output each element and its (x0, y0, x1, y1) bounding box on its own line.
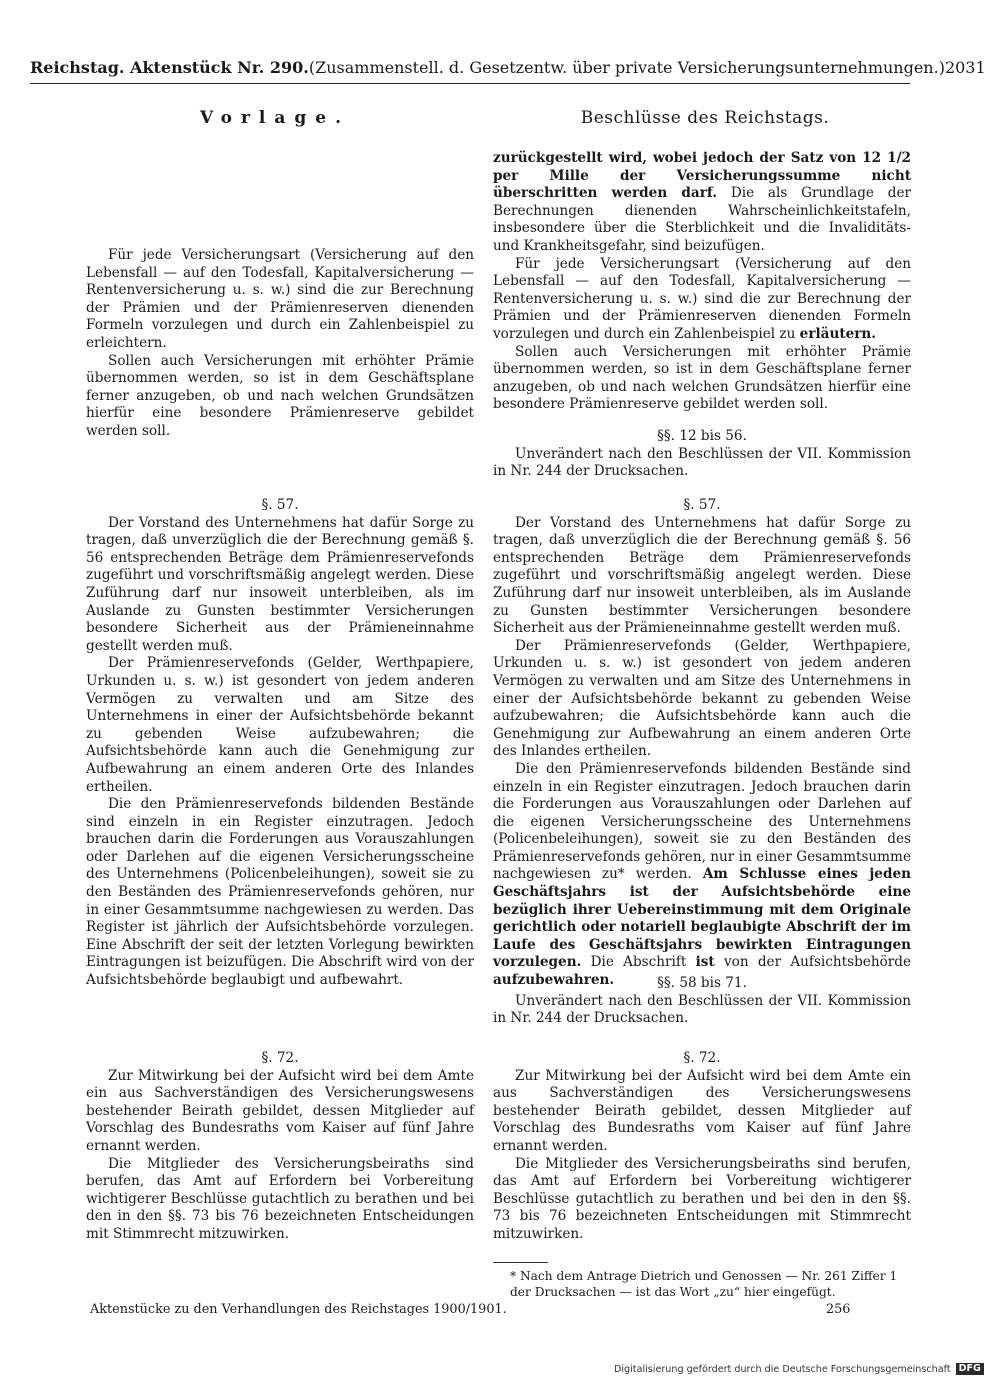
right-sec12-text: Unverändert nach den Beschlüssen der VII. Kommission in Nr. 244 der Drucksachen. (493, 445, 911, 480)
right-intro (493, 150, 911, 414)
right-s57-p3-c: Die Abschrift (590, 954, 687, 971)
right-s57-p3-e: von der Aufsichtsbehörde (723, 954, 912, 971)
right-column-heading: Beschlüsse des Reichstags. (580, 108, 830, 128)
right-s57-p3-d: ist (695, 954, 715, 971)
right-sec-57 (493, 497, 911, 990)
right-sec-72 (493, 1050, 911, 1244)
left-column-heading: Vorlage. (199, 108, 351, 128)
left-s72-p1: Zur Mitwirkung bei der Aufsicht wird bei dem Amte ein aus Sachverständigen des Versicherungswesens bestehender Beirath gebildet, dessen Mitglieder auf Vorschlag des Bundesraths vom Kaiser auf fünf Jahre ernannt werden. (86, 1067, 474, 1154)
right-s57-p3: Die den Prämienreservefonds bildenden Bestände sind einzeln in ein Register einzutragen. Jedoch brauchen darin die Forderungen aus Vorauszahlungen oder Darlehen auf die eigenen Versicherungsscheine des Unternehmens (Policenbeleihungen), soweit sie zu den Beständen des Prämienreservefonds gehören, nur in einer Gesammtsumme nachgewiesen zu* werden. (493, 760, 911, 883)
right-p1-emph: erläutern. (799, 325, 877, 342)
header-left: Reichstag. Aktenstück Nr. 290. (30, 58, 309, 77)
left-sec-72 (86, 1050, 474, 1244)
footnote-rule (493, 1262, 548, 1263)
right-sec57-heading: §. 57. (683, 497, 721, 513)
dfg-credit-text: Digitalisierung gefördert durch die Deutsche Forschungsgemeinschaft (614, 1363, 951, 1375)
right-sec-12-56 (493, 428, 911, 481)
left-p1: Für jede Versicherungsart (Versicherung auf den Lebensfall — auf den Todesfall, Kapitalversicherung — Rentenversicherung u. s. w.) sind die zur Berechnung der Prämien und der Prämienreserven dienenden Formeln vorzulegen und durch ein Zahlenbeispiel zu erleichtern. (86, 247, 474, 351)
right-sec12-heading: §§. 12 bis 56. (657, 428, 747, 444)
right-s57-p2: Der Prämienreservefonds (Gelder, Werthpapiere, Urkunden u. s. w.) ist gesondert von jedem anderen Vermögen zu verwalten und am Sitze des Unternehmens in einer der Aufsichtsbehörde bekannt zu gebenden Weise aufzubewahren; die Aufsichtsbehörde kann auch die Genehmigung zur Aufbewahrung an einem anderen Orte des Inlandes ertheilen. (493, 637, 911, 760)
bottom-page-number: 256 (826, 1302, 851, 1317)
dfg-credit (614, 1363, 984, 1375)
right-sec72-heading: §. 72. (683, 1050, 721, 1066)
footnote: * Nach dem Antrage Dietrich und Genossen — Nr. 261 Ziffer 1 der Drucksachen — ist das Wort „zu“ hier eingefügt. (510, 1269, 898, 1299)
left-sec-57 (86, 497, 474, 990)
left-s57-p3: Die den Prämienreservefonds bildenden Bestände sind einzeln in ein Register einzutragen. Jedoch brauchen darin die Forderungen aus Vorauszahlungen oder Darlehen auf die eigenen Versicherungsscheine des Unternehmens (Policenbeleihungen), soweit sie zu den Beständen des Prämienreservefonds gehören, nur in einer Gesammtsumme nachgewiesen zu werden. Das Register ist jährlich der Aufsichtsbehörde vorzulegen. Eine Abschrift der seit der letzten Vorlegung bewirkten Eintragungen ist beizufügen. Die Abschrift wird von der Aufsichtsbehörde beglaubigt und aufbewahrt. (86, 796, 474, 989)
right-sec58-text: Unverändert nach den Beschlüssen der VII. Kommission in Nr. 244 der Drucksachen. (493, 992, 911, 1027)
right-p2: Sollen auch Versicherungen mit erhöhter Prämie übernommen werden, so ist in dem Geschäftsplane ferner anzugeben, ob und nach welchen Grundsätzen hierfür eine besondere Prämienreserve gebildet werden soll. (493, 343, 911, 413)
left-sec57-heading: §. 57. (261, 497, 299, 513)
dfg-logo-icon: DFG (956, 1363, 984, 1375)
right-s57-p1: Der Vorstand des Unternehmens hat dafür Sorge zu tragen, daß unverzüglich die der Berechnung gemäß §. 56 entsprechenden Beträge dem Prämienreservefonds zugeführt und vorschriftsmäßig angelegt werden. Diese Zuführung darf nur insoweit unterbleiben, als im Auslande zu Gunsten bestimmter Versicherungen besondere Sicherheit aus der Prämieneinnahme gestellt werden muß. (493, 514, 911, 637)
left-s57-p1: Der Vorstand des Unternehmens hat dafür Sorge zu tragen, daß unverzüglich die der Berechnung gemäß §. 56 entsprechenden Beträge dem Prämienreservefonds zugeführt und vorschriftsmäßig angelegt werden. Diese Zuführung darf nur insoweit unterbleiben, als im Auslande zu Gunsten bestimmter Versicherungen besondere Sicherheit aus der Prämieneinnahme gestellt werden muß. (86, 514, 474, 654)
left-sec72-heading: §. 72. (261, 1050, 299, 1066)
right-intro-bold: zurückgestellt wird, wobei jedoch der Satz von 12 1/2 per Mille der Versicherungssumme nicht überschritten werden darf. (493, 150, 911, 202)
header-page-number: 2031 (944, 58, 986, 77)
right-intro-rest: Die als Grundlage der Berechnungen dienenden Wahrscheinlichkeitstafeln, insbesondere über die Sterblichkeit und die Invaliditäts- und Krankheitsgefahr, sind beizufügen. (493, 185, 911, 254)
right-s57-p3-f: aufzubewahren. (493, 972, 615, 989)
right-p1: Für jede Versicherungsart (Versicherung auf den Lebensfall — auf den Todesfall, Kapitalversicherung — Rentenversicherung u. s. w.) sind die zur Berechnung der Prämien und der Prämienreserven dienenden Formeln vorzulegen und durch ein Zahlenbeispiel zu (493, 255, 911, 342)
volume-caption: Aktenstücke zu den Verhandlungen des Reichstages 1900/1901. (90, 1302, 507, 1317)
left-intro (86, 247, 474, 441)
page-header (30, 58, 986, 84)
left-s72-p2: Die Mitglieder des Versicherungsbeiraths sind berufen, das Amt auf Erfordern bei Vorbereitung wichtigerer Beschlüsse gutachtlich zu berathen und bei den in den §§. 73 bis 76 bezeichneten Entscheidungen mit Stimmrecht mitzuwirken. (86, 1155, 474, 1242)
left-s57-p2: Der Prämienreservefonds (Gelder, Werthpapiere, Urkunden u. s. w.) ist gesondert von jedem anderen Vermögen zu verwalten und am Sitze des Unternehmens in einer der Aufsichtsbehörde bekannt zu gebenden Weise aufzubewahren; die Aufsichtsbehörde kann auch die Genehmigung zur Aufbewahrung an einem anderen Orte des Inlandes ertheilen. (86, 655, 474, 795)
left-p2: Sollen auch Versicherungen mit erhöhter Prämie übernommen werden, so ist in dem Geschäftsplane ferner anzugeben, ob und nach welchen Grundsätzen hierfür eine besondere Prämienreserve gebildet werden soll. (86, 352, 474, 439)
right-s72-p1: Zur Mitwirkung bei der Aufsicht wird bei dem Amte ein aus Sachverständigen des Versicherungswesens bestehender Beirath gebildet, dessen Mitglieder auf Vorschlag des Bundesraths vom Kaiser auf fünf Jahre ernannt werden. (493, 1067, 911, 1154)
header-middle: (Zusammenstell. d. Gesetzentw. über private Versicherungsunternehmungen.) (308, 58, 945, 77)
right-s57-p3-bold: Am Schlusse eines jeden Geschäftsjahrs ist der Aufsichtsbehörde eine bezüglich ihrer Uebereinstimmung mit dem Originale gerichtlich oder notariell beglaubigte Abschrift der im Laufe des Geschäftsjahrs bewirkten Eintragungen vorzulegen. (493, 866, 911, 971)
right-sec58-heading: §§. 58 bis 71. (657, 975, 747, 991)
right-sec-58-71 (493, 975, 911, 1028)
right-s72-p2: Die Mitglieder des Versicherungsbeiraths sind berufen, das Amt auf Erfordern bei Vorbereitung wichtigerer Beschlüsse gutachtlich zu berathen und bei den in den §§. 73 bis 76 bezeichneten Entscheidungen mit Stimmrecht mitzuwirken. (493, 1155, 911, 1242)
